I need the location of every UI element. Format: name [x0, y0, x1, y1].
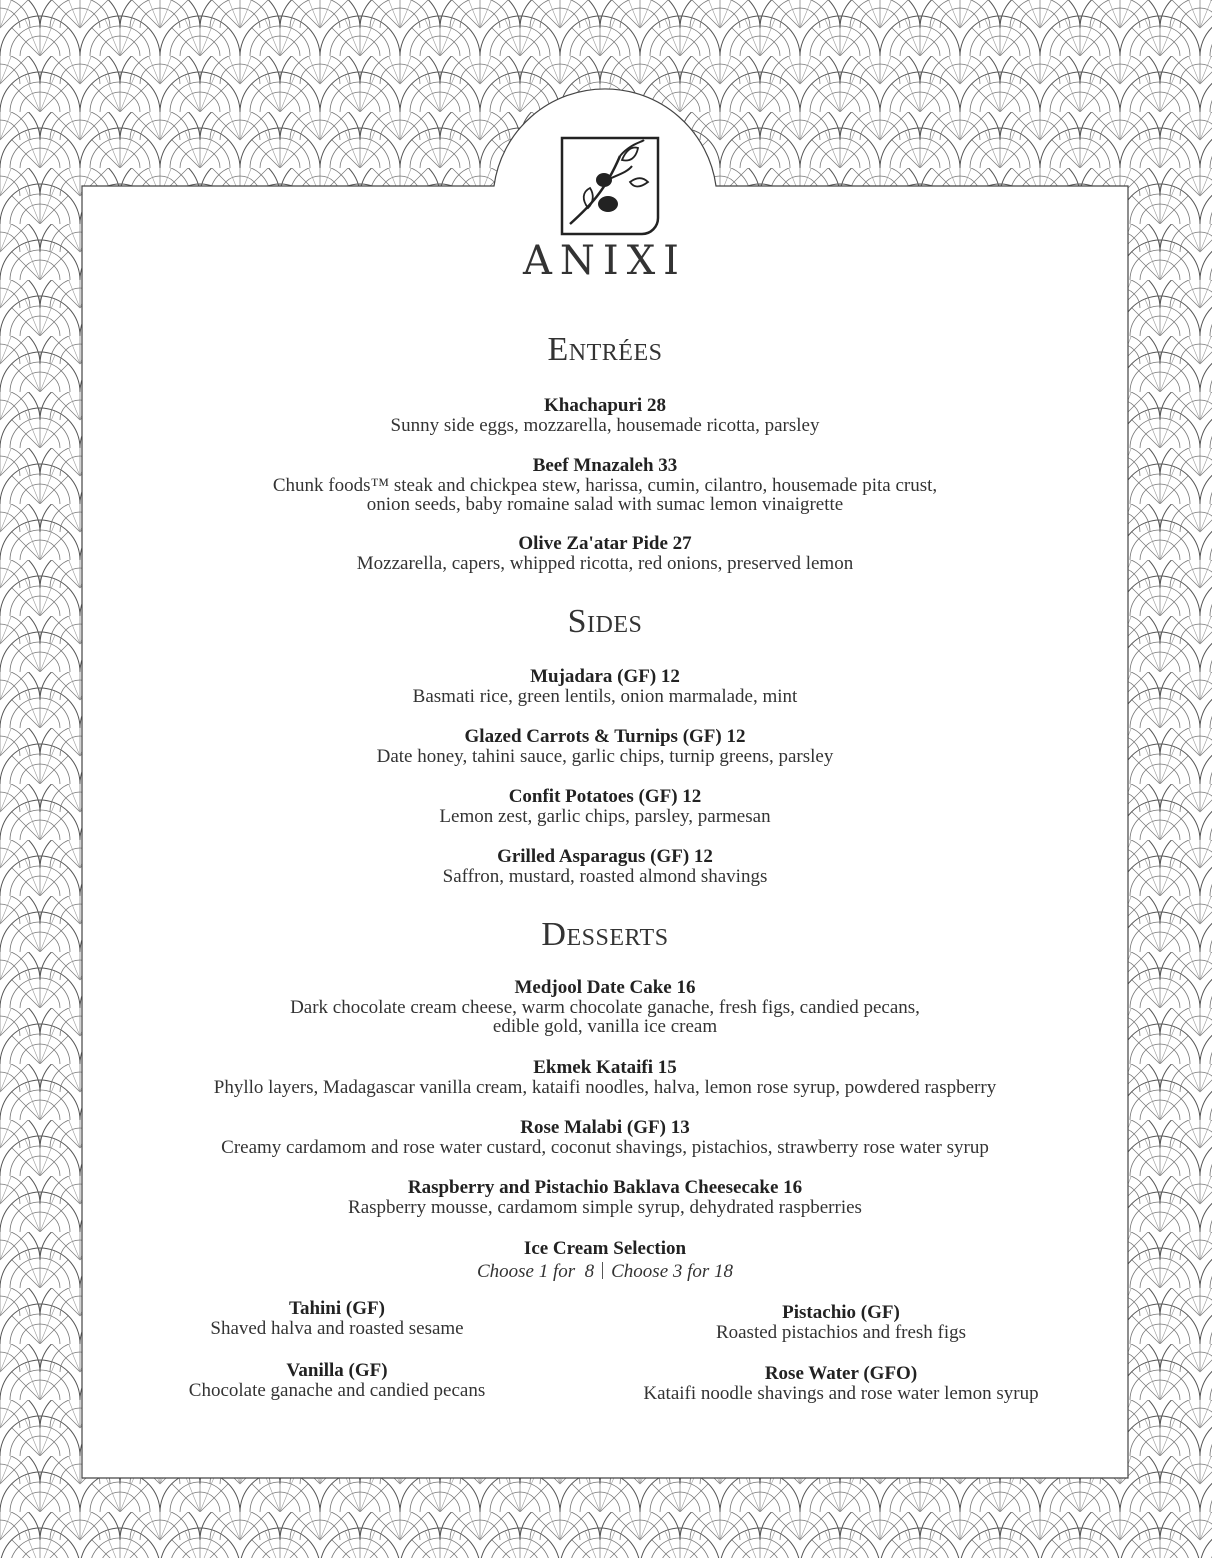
menu-item [82, 978, 1128, 1036]
divider [602, 1262, 603, 1279]
ice-cream-heading [82, 1239, 1128, 1259]
item-name: Medjool Date Cake 16 [514, 977, 696, 998]
item-name: Olive Za'atar Pide 27 [518, 533, 692, 554]
item-name: Mujadara (GF) 12 [530, 666, 680, 687]
section-title-sides: Sides [567, 603, 643, 640]
item-name: Ice Cream Selection [523, 1238, 687, 1259]
section-title-desserts: Desserts [541, 916, 669, 953]
menu-item [82, 727, 1128, 766]
choose-three-price: Choose 3 for 18 [611, 1261, 734, 1282]
menu-item [82, 1178, 1128, 1217]
item-description: Raspberry mousse, cardamom simple syrup, dehydrated raspberries [348, 1197, 862, 1218]
item-name: Confit Potatoes (GF) 12 [508, 786, 702, 807]
section-title-entrees: Entrées [547, 331, 663, 368]
ice-cream-flavor [152, 1299, 522, 1339]
menu-item [82, 534, 1128, 573]
menu-item [82, 787, 1128, 826]
item-description: Mozzarella, capers, whipped ricotta, red onions, preserved lemon [356, 553, 854, 574]
item-name: Grilled Asparagus (GF) 12 [497, 846, 713, 867]
ice-cream-flavor [602, 1364, 1080, 1404]
menu-item [82, 1118, 1128, 1157]
flavor-name: Tahini (GF) [289, 1298, 385, 1319]
item-name: Beef Mnazaleh 33 [532, 455, 678, 476]
ice-cream-flavor [602, 1303, 1080, 1343]
item-description: Chunk foods™ steak and chickpea stew, harissa, cumin, cilantro, housemade pita crust, [272, 475, 938, 496]
item-description: Phyllo layers, Madagascar vanilla cream, kataifi noodles, halva, lemon rose syrup, powdered raspberry [213, 1077, 997, 1098]
ice-cream-pricing [82, 1261, 1128, 1283]
item-description: Basmati rice, green lentils, onion marmalade, mint [412, 686, 798, 707]
item-description: Creamy cardamom and rose water custard, coconut shavings, pistachios, strawberry rose water syrup [221, 1137, 989, 1158]
menu-item [82, 1058, 1128, 1097]
flavor-description: Shaved halva and roasted sesame [210, 1318, 464, 1339]
item-name: Glazed Carrots & Turnips (GF) 12 [464, 726, 746, 747]
flavor-description: Roasted pistachios and fresh figs [715, 1322, 967, 1343]
item-name: Raspberry and Pistachio Baklava Cheesecake 16 [407, 1177, 803, 1198]
menu-item [82, 667, 1128, 706]
item-name: Ekmek Kataifi 15 [533, 1057, 677, 1078]
flavor-description: Chocolate ganache and candied pecans [188, 1380, 486, 1401]
menu-item [82, 396, 1128, 435]
item-description: Lemon zest, garlic chips, parsley, parmesan [439, 806, 771, 827]
item-description: Saffron, mustard, roasted almond shavings [442, 866, 768, 887]
item-name: Rose Malabi (GF) 13 [520, 1117, 690, 1138]
flavor-description: Kataifi noodle shavings and rose water lemon syrup [643, 1383, 1039, 1404]
brand-name: ANIXI [523, 238, 687, 284]
item-name: Khachapuri 28 [544, 395, 666, 416]
flavor-name: Vanilla (GF) [286, 1360, 388, 1381]
flavor-name: Rose Water (GFO) [764, 1363, 918, 1384]
item-description: Date honey, tahini sauce, garlic chips, turnip greens, parsley [376, 746, 834, 767]
item-description: Dark chocolate cream cheese, warm chocolate ganache, fresh figs, candied pecans, [290, 997, 920, 1018]
choose-one-price: Choose 1 for 8 [476, 1261, 595, 1282]
item-description-line-2: onion seeds, baby romaine salad with sumac lemon vinaigrette [366, 494, 844, 515]
item-description-line-2: edible gold, vanilla ice cream [492, 1016, 718, 1037]
olive-branch-icon [560, 136, 660, 236]
item-description: Sunny side eggs, mozzarella, housemade ricotta, parsley [390, 415, 820, 436]
flavor-name: Pistachio (GF) [782, 1302, 900, 1323]
menu-item [82, 456, 1128, 514]
menu-content [82, 0, 1128, 1558]
menu-item [82, 847, 1128, 886]
ice-cream-flavor [152, 1361, 522, 1401]
